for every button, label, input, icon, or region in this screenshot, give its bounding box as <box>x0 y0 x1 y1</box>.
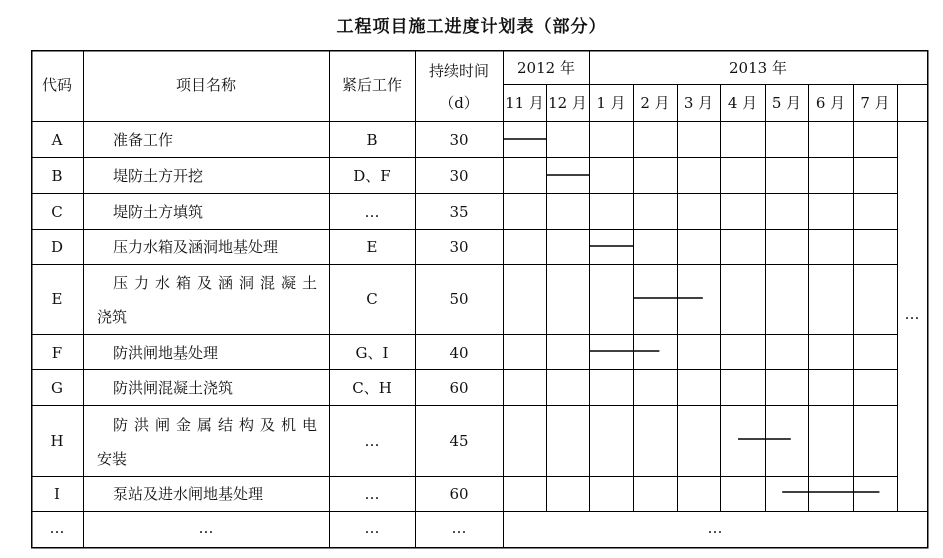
cell-name: 防洪闸地基处理 <box>113 344 219 362</box>
header-duration: 持续时间 <box>428 62 489 80</box>
header-code: 代码 <box>41 76 72 94</box>
cell-name: 准备工作 <box>113 131 174 149</box>
cell-code: B <box>51 167 63 185</box>
cell-duration: 30 <box>449 238 469 256</box>
header-year-2012: 2012 年 <box>517 59 575 77</box>
cell-duration: 50 <box>449 290 469 308</box>
header-month: 6 月 <box>815 94 846 112</box>
header-duration-unit: （d） <box>439 94 479 112</box>
cell-name-line1: 压力水箱及涵洞混凝土 <box>113 274 317 292</box>
cell-name: 泵站及进水闸地基处理 <box>113 485 264 503</box>
cell-name-line2: 安装 <box>97 450 128 468</box>
cell-code: E <box>51 290 63 308</box>
cell-successor: G、I <box>355 344 389 362</box>
cell-successor: … <box>364 485 380 503</box>
cell-name: 堤防土方填筑 <box>113 203 204 221</box>
cell-duration: 45 <box>449 432 469 450</box>
cell-code: D <box>50 238 64 256</box>
cell-successor: … <box>364 203 380 221</box>
overflow-ellipsis: … <box>904 305 920 323</box>
cell-code: F <box>51 344 63 362</box>
cell-successor: B <box>366 131 378 149</box>
cell-code: … <box>49 519 65 537</box>
cell-duration: 40 <box>449 344 469 362</box>
cell-name: 压力水箱及涵洞地基处理 <box>113 238 279 256</box>
header-month: 11 月 <box>505 94 544 112</box>
cell-successor: … <box>364 432 380 450</box>
cell-name-line1: 防洪闸金属结构及机电 <box>113 416 317 434</box>
header-month: 1 月 <box>596 94 626 112</box>
header-month: 3 月 <box>683 94 714 112</box>
cell-code: H <box>50 432 64 450</box>
cell-successor: E <box>366 238 378 256</box>
cell-successor: C <box>366 290 378 308</box>
page-title: 工程项目施工进度计划表（部分） <box>336 17 607 37</box>
cell-duration: 30 <box>449 167 469 185</box>
header-year-2013: 2013 年 <box>729 59 787 77</box>
header-month: 12 月 <box>548 94 587 112</box>
cell-name: 防洪闸混凝土浇筑 <box>113 379 234 397</box>
header-month: 4 月 <box>727 94 758 112</box>
header-month: 2 月 <box>640 94 670 112</box>
cell-duration: 30 <box>449 131 469 149</box>
cell-code: A <box>51 131 63 149</box>
cell-code: I <box>54 485 60 503</box>
cell-name: … <box>198 519 214 537</box>
cell-successor: … <box>364 519 380 537</box>
cell-duration: … <box>451 519 467 537</box>
header-month: 7 月 <box>860 94 890 112</box>
cell-schedule: … <box>707 519 723 537</box>
header-name: 项目名称 <box>175 76 236 94</box>
cell-code: G <box>51 379 63 397</box>
header-month: 5 月 <box>771 94 802 112</box>
header-successor: 紧后工作 <box>341 76 402 94</box>
cell-code: C <box>51 203 63 221</box>
cell-name: 堤防土方开挖 <box>113 167 204 185</box>
cell-duration: 60 <box>449 485 469 503</box>
cell-successor: C、H <box>352 379 392 397</box>
cell-duration: 35 <box>449 203 469 221</box>
cell-successor: D、F <box>353 167 391 185</box>
cell-duration: 60 <box>449 379 469 397</box>
cell-name-line2: 浇筑 <box>97 308 128 326</box>
